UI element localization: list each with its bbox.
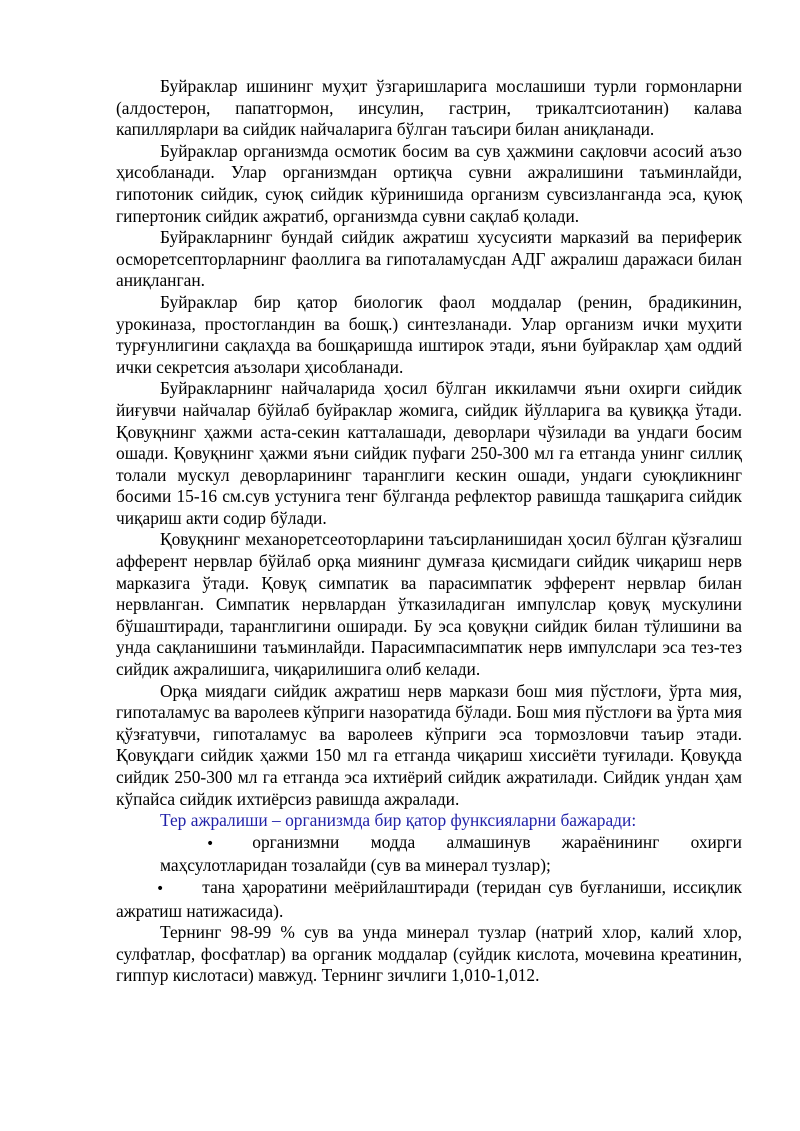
sweat-heading: Тер ажралиши – организмда бир қатор функсияларни бажаради:	[160, 810, 637, 831]
paragraph-osmotic-pressure: Буйраклар организмда осмотик босим ва сув ҳажмини сақловчи асосий аъзо ҳисобланади. Улар организмдан ортиқча сувни ажралишини таъминлайди, гипотоник сийдик, суюқ сийдик кўринишида организм сувсизланганда эса, қуюқ гипертоник сийдик ажратиб, организмда сувни сақлаб қолади.	[116, 140, 742, 226]
paragraph-biologic-substances: Буйраклар бир қатор биологик фаол моддалар (ренин, брадикинин, урокиназа, простогландин ва бошқ.) синтезланади. Улар организм ички муҳити турғунлигини сақлаҳда ва бошқаришда иштирок этади, яъни буйраклар ҳам оддий ички секретсия аъзолари ҳисобланади.	[116, 291, 742, 377]
document-page	[116, 76, 742, 987]
bullet-item-1	[116, 832, 742, 877]
paragraph-sweat-composition: Тернинг 98-99 % сув ва унда минерал тузлар (натрий хлор, калий хлор, сулфатлар, фосфатлар) ва органик моддалар (суйдик кислота, мочевина креатинин, гиппур кислотаси) мавжуд. Тернинг зичлиги 1,010-1,012.	[116, 922, 742, 986]
paragraph-hormones: Буйраклар ишининг муҳит ўзгаришларига мослашиши турли гормонларни (алдостерон, папатгормон, инсулин, гастрин, трикалтсиотанин) калава капиллярлари ва сийдик найчаларига бўлган таъсири билан аниқланади.	[116, 76, 742, 140]
paragraph-urination-center: Орқа миядаги сийдик ажратиш нерв маркази бош мия пўстлоғи, ўрта мия, гипоталамус ва варолеев кўприги назоратида бўлади. Бош мия пўстлоғи ва ўрта мия қўзғатувчи, гипоталамус ва варолеев кўприги эса тормозловчи таъир этади. Қовуқдаги сийдик ҳажми 150 мл га етганда чиқариш хиссиёти туғилади. Қовуқда сийдик 250-300 мл га етганда эса ихтиёрий сийдик ажратилади. Сийдик ундан ҳам кўпайса сийдик ихтиёрсиз равишда ажралади.	[116, 680, 742, 809]
bullet-item-1-text-start: организмни модда алмашинув жараёнининг охирги	[252, 831, 742, 852]
paragraph-bladder-volume: Буйракларнинг найчаларида ҳосил бўлган иккиламчи яъни охирги сийдик йиғувчи найчалар бўйлаб буйраклар жомига, сийдик йўлларига ва қувиққа ўтади. Қовуқнинг ҳажми аста-секин катталашади, деворлари чўзилади ва ундаги босим ошади. Қовуқнинг ҳажми яъни сийдик пуфаги 250-300 мл га етганда унинг силлиқ толали мускул деворларининг таранглиги кескин ошади, ундаги суюқликнинг босими 15-16 см.сув устунига тенг бўлганда рефлектор равишда ташқарига сийдик чиқариш акти содир бўлади.	[116, 378, 742, 528]
bullet-item-1-text-end: маҳсулотларидан тозалайди (сув ва минерал тузлар);	[160, 855, 551, 876]
bullet-icon: •	[156, 880, 165, 897]
bullet-item-2-text: тана ҳароратини меёрийлаштиради (теридан сув буғланиши, иссиқлик ажратиш натижасида).	[116, 876, 742, 921]
paragraph-osmoreceptors: Буйракларнинг бундай сийдик ажратиш хусусияти марказий ва периферик осморетсепторларнинг фаоллига ва гипоталамусдан АДГ ажралиш даражаси билан аниқланган.	[116, 227, 742, 291]
bullet-item-2	[116, 877, 742, 922]
bullet-icon: •	[206, 835, 215, 852]
paragraph-bladder-nerves: Қовуқнинг механоретсеоторларини таъсирланишидан ҳосил бўлган қўзғалиш афферент нервлар бўйлаб орқа миянинг думғаза қисмидаги сийдик чиқариш нерв марказига ўтади. Қовуқ симпатик ва парасимпатик эфферент нервлар билан нервланган. Симпатик нервлардан ўтказиладиган импулслар қовуқ мускулини бўшаштиради, таранглигини оширади. Бу эса қовуқни сийдик билан тўлишини ва унда сақланишини таъминлайди. Парасимпасимпатик нерв импулслари эса тез-тез сийдик ажралишига, чиқарилишига олиб келади.	[116, 529, 742, 680]
